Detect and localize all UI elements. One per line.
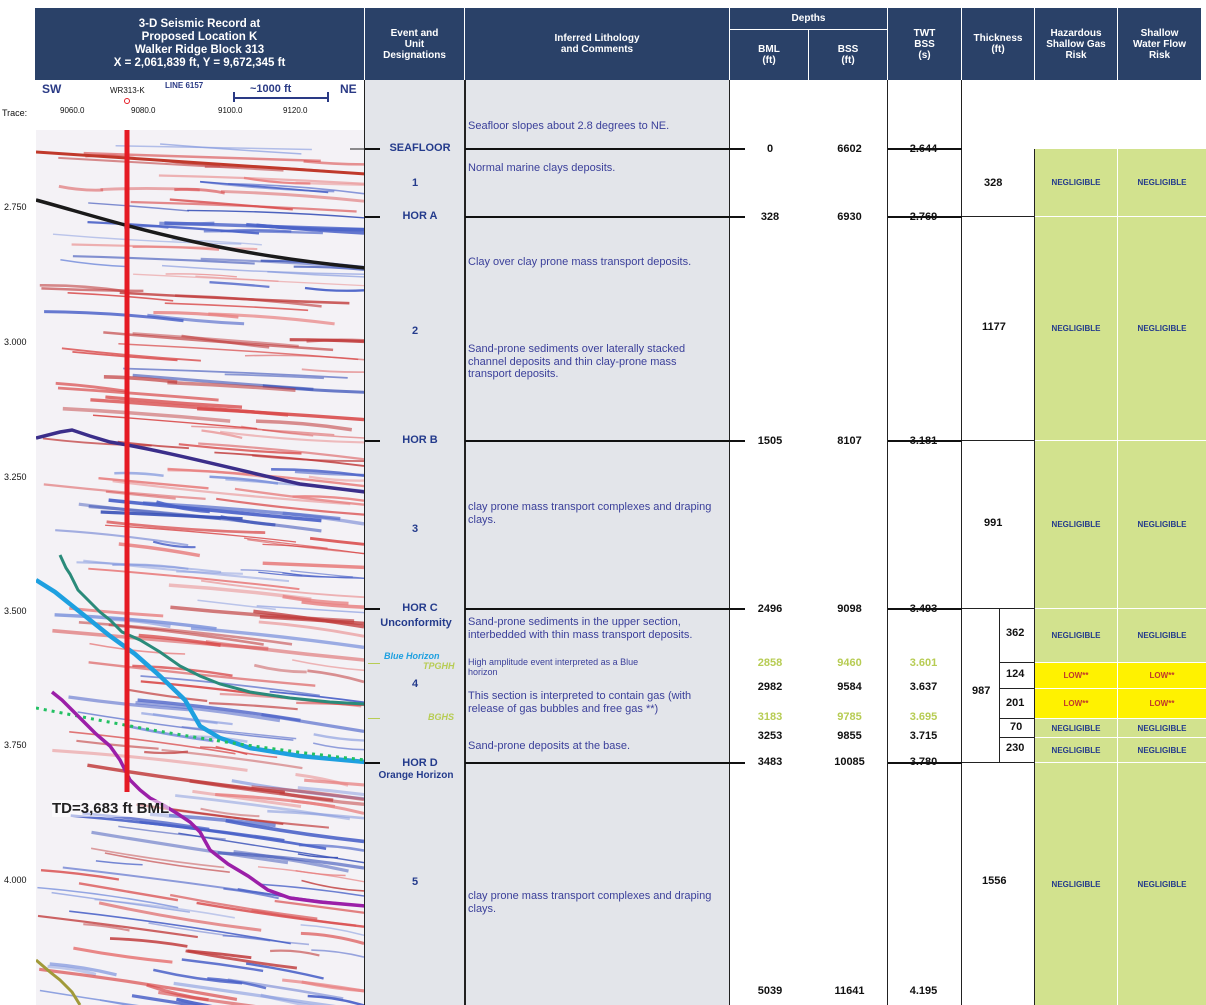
scale-bar-left-tick [233,92,235,102]
bml-value: 2982 [757,681,783,693]
bml-header [730,30,809,80]
gas-risk-cell [1035,441,1118,609]
water-risk-cell [1118,738,1206,763]
gas-risk-cell [1035,149,1118,217]
trace-axis-label: Trace: [2,108,28,118]
header-line: Shallow [1140,27,1179,39]
thickness-value: 991 [984,517,1003,529]
bml-value: 0 [766,143,774,155]
title-line: X = 2,061,839 ft, Y = 9,672,345 ft [113,57,286,69]
thickness-value: 1556 [982,875,1007,887]
thickness-value: 230 [1006,742,1025,754]
bghs-event: BGHS [428,712,455,722]
twt-value: 3.181 [909,435,938,447]
unit-5: 5 [412,876,419,888]
risk-text: LOW** [1063,699,1089,708]
line-label: LINE 6157 [165,81,204,90]
hor-c-event: HOR C [402,602,438,614]
twt-value: 3.695 [909,711,938,723]
comment-unit1: Normal marine clays deposits. [468,162,616,174]
header-line: BSS [914,38,935,50]
risk-text: NEGLIGIBLE [1051,324,1101,333]
risk-text: NEGLIGIBLE [1137,723,1187,733]
header-line: Hazardous [1050,27,1102,39]
header-line: Designations [383,49,446,61]
hor-a-line [465,216,745,218]
header-line: TWT [913,27,936,39]
bml-value: 3483 [757,756,783,768]
unconformity-event: Unconformity [380,617,452,629]
risk-text: NEGLIGIBLE [1051,631,1101,640]
header-line: Risk [1065,49,1087,61]
gas-risk-cell-low [1035,689,1118,719]
seismic-section [0,80,365,1005]
comment-unit2-bottom: Sand-prone sediments over laterally stacked channel deposits and thin clay-prone mass transport deposits. [468,343,686,380]
risk-text: LOW** [1063,671,1089,680]
seismic-panel [0,80,365,1005]
risk-text: NEGLIGIBLE [1137,520,1187,529]
risk-text: LOW** [1149,699,1175,708]
td-label: TD=3,683 ft BML [52,800,170,817]
bss-value: 11641 [834,985,865,997]
header-line: Unit [404,38,425,50]
bss-value: 10085 [834,756,865,768]
hor-d-line [365,762,380,764]
thickness-value: 362 [1006,627,1025,639]
lithology-column [465,80,730,1005]
risk-text: NEGLIGIBLE [1051,723,1101,733]
header-line: Inferred Lithology [554,33,640,44]
bss-value: 6602 [837,143,862,155]
bss-value: 9460 [837,657,862,669]
gas-risk-cell-low [1035,663,1118,689]
unit-2: 2 [412,325,419,337]
gas-risk-cell [1035,609,1118,663]
ne-label: NE [340,82,357,96]
title-line: 3-D Seismic Record at [138,18,261,30]
thickness-value: 1177 [982,321,1006,333]
well-label: WR313-K [110,86,145,95]
header-line: Thickness [973,33,1023,44]
well-marker-icon [124,98,130,104]
orange-horizon-event: Orange Horizon [378,770,454,781]
twt-value: 2.644 [909,143,938,155]
gas-risk-header [1035,8,1118,80]
comment-unit4-top: Sand-prone sediments in the upper section, interbedded with thin mass transport deposits. [468,616,693,641]
thickness-value: 124 [1006,668,1025,680]
hor-b-event: HOR B [402,434,438,446]
unit-1: 1 [412,177,419,189]
bml-value: 328 [760,211,780,223]
hor-c-line [465,608,745,610]
thickness-value: 328 [984,177,1003,189]
sub-thickness-cell [1000,738,1035,763]
unit-3: 3 [412,523,419,535]
comment-gas: This section is interpreted to contain gas (with release of gas bubbles and free gas **) [468,690,692,715]
bml-value: 2496 [757,603,783,615]
time-tick: 3.500 [4,606,27,616]
scale-bar-right-tick [327,92,329,102]
water-risk-cell [1118,763,1206,1005]
sub-thickness-cell [1000,689,1035,719]
comment-unit2-top: Clay over clay prone mass transport deposits. [468,256,692,268]
header-line: Shallow Gas [1046,38,1106,50]
reflector-stroke [101,188,200,190]
sub-thickness-cell [1000,609,1035,663]
header-line: (ft) [841,55,855,66]
thickness-value: 987 [972,685,991,697]
hor-b-line [365,440,380,442]
blue-horizon-event: Blue Horizon [384,651,440,661]
bml-value: 3183 [757,711,783,723]
twt-value: 2.769 [909,211,938,223]
hor-a-event: HOR A [402,210,438,222]
header-line: BML [758,44,780,55]
hor-a-line [365,216,380,218]
tpghh-event: TPGHH [423,661,455,671]
time-tick: 3.750 [4,740,27,750]
bml-value: 3253 [757,730,783,742]
twt-value: 3.493 [909,603,938,615]
sub-thickness-cell [1000,663,1035,689]
thickness-header [962,8,1035,80]
comment-unit5: clay prone mass transport complexes and draping clays. [468,890,712,915]
gas-risk-cell [1035,763,1118,1005]
header-line: (s) [918,49,931,61]
trace-tick: 9100.0 [218,106,243,115]
trace-tick: 9060.0 [60,106,85,115]
twt-value: 3.601 [909,657,938,669]
title-line: Proposed Location K [141,31,258,43]
risk-text: NEGLIGIBLE [1137,745,1187,755]
time-tick: 3.000 [4,337,27,347]
header-line: Depths [791,13,826,24]
sw-label: SW [42,82,62,96]
water-risk-cell-low [1118,663,1206,689]
thickness-value: 201 [1006,697,1025,709]
twt-value: 4.195 [909,985,938,997]
tpghh-tick [368,663,380,664]
depths-header [730,8,888,30]
unit-4: 4 [412,678,419,690]
header-line: and Comments [560,44,634,55]
bss-value: 8107 [837,435,862,447]
thickness-cell [962,609,1000,763]
comment-seafloor: Seafloor slopes about 2.8 degrees to NE. [468,120,670,132]
twt-value: 3.780 [909,756,938,768]
time-tick: 2.750 [4,202,27,212]
bss-value: 6930 [837,211,862,223]
thickness-cell [962,441,1035,609]
gas-risk-cell [1035,738,1118,763]
hor-d-line [465,762,745,764]
risk-text: NEGLIGIBLE [1051,745,1101,755]
water-risk-header [1118,8,1201,80]
bghs-tick [368,718,380,719]
comment-base: Sand-prone deposits at the base. [468,740,631,752]
risk-text: NEGLIGIBLE [1137,879,1187,889]
twt-value: 3.637 [909,681,938,693]
header-line: Event and [390,27,439,39]
bss-value: 9098 [837,603,862,615]
risk-text: NEGLIGIBLE [1051,178,1101,187]
risk-text: NEGLIGIBLE [1051,520,1101,529]
twt-value: 3.715 [909,730,938,742]
comment-unit3: clay prone mass transport complexes and draping clays. [468,501,712,526]
thickness-value: 70 [1010,721,1023,733]
header-line: (ft) [991,44,1005,55]
hor-d-event: HOR D [402,757,438,769]
water-risk-cell [1118,217,1206,441]
seismic-title-header [35,8,365,80]
seafloor-line [465,148,745,150]
comment-blue-horizon: High amplitude event interpreted as a Blue horizon [468,657,639,677]
bss-header [809,30,888,80]
gas-risk-cell [1035,217,1118,441]
reflector-stroke [159,223,214,224]
risk-text: NEGLIGIBLE [1137,631,1187,640]
scale-bar [233,97,329,99]
water-risk-cell [1118,441,1206,609]
thickness-cell [962,149,1035,217]
twt-header [888,8,962,80]
water-risk-cell [1118,149,1206,217]
event-column-header [365,8,465,80]
risk-text: NEGLIGIBLE [1051,879,1101,889]
thickness-cell [962,217,1035,441]
header-line: (ft) [762,55,776,66]
risk-text: NEGLIGIBLE [1137,324,1187,333]
header-line: BSS [837,44,859,55]
header-line: Water Flow [1133,38,1186,50]
time-tick: 4.000 [4,875,27,885]
scale-label: ~1000 ft [250,83,292,95]
water-risk-cell-low [1118,689,1206,719]
hor-c-line [365,608,380,610]
bml-value: 2858 [757,657,783,669]
risk-text: NEGLIGIBLE [1137,178,1187,187]
header-line: Risk [1148,49,1171,61]
risk-text: LOW** [1149,671,1175,680]
hor-b-line [465,440,745,442]
thickness-cell [962,763,1035,1005]
lithology-column-header [465,8,730,80]
bss-value: 9855 [837,730,862,742]
gas-risk-cell [1035,719,1118,738]
title-line: Walker Ridge Block 313 [134,44,265,56]
bml-value: 1505 [757,435,783,447]
bss-value: 9785 [837,711,862,723]
bml-value: 5039 [757,985,783,997]
water-risk-cell [1118,609,1206,663]
trace-tick: 9080.0 [131,106,156,115]
seafloor-line [365,148,380,150]
bss-value: 9584 [837,681,862,693]
seafloor-event: SEAFLOOR [389,142,451,154]
water-risk-cell [1118,719,1206,738]
sub-thickness-cell [1000,719,1035,738]
trace-tick: 9120.0 [283,106,308,115]
time-tick: 3.250 [4,472,27,482]
